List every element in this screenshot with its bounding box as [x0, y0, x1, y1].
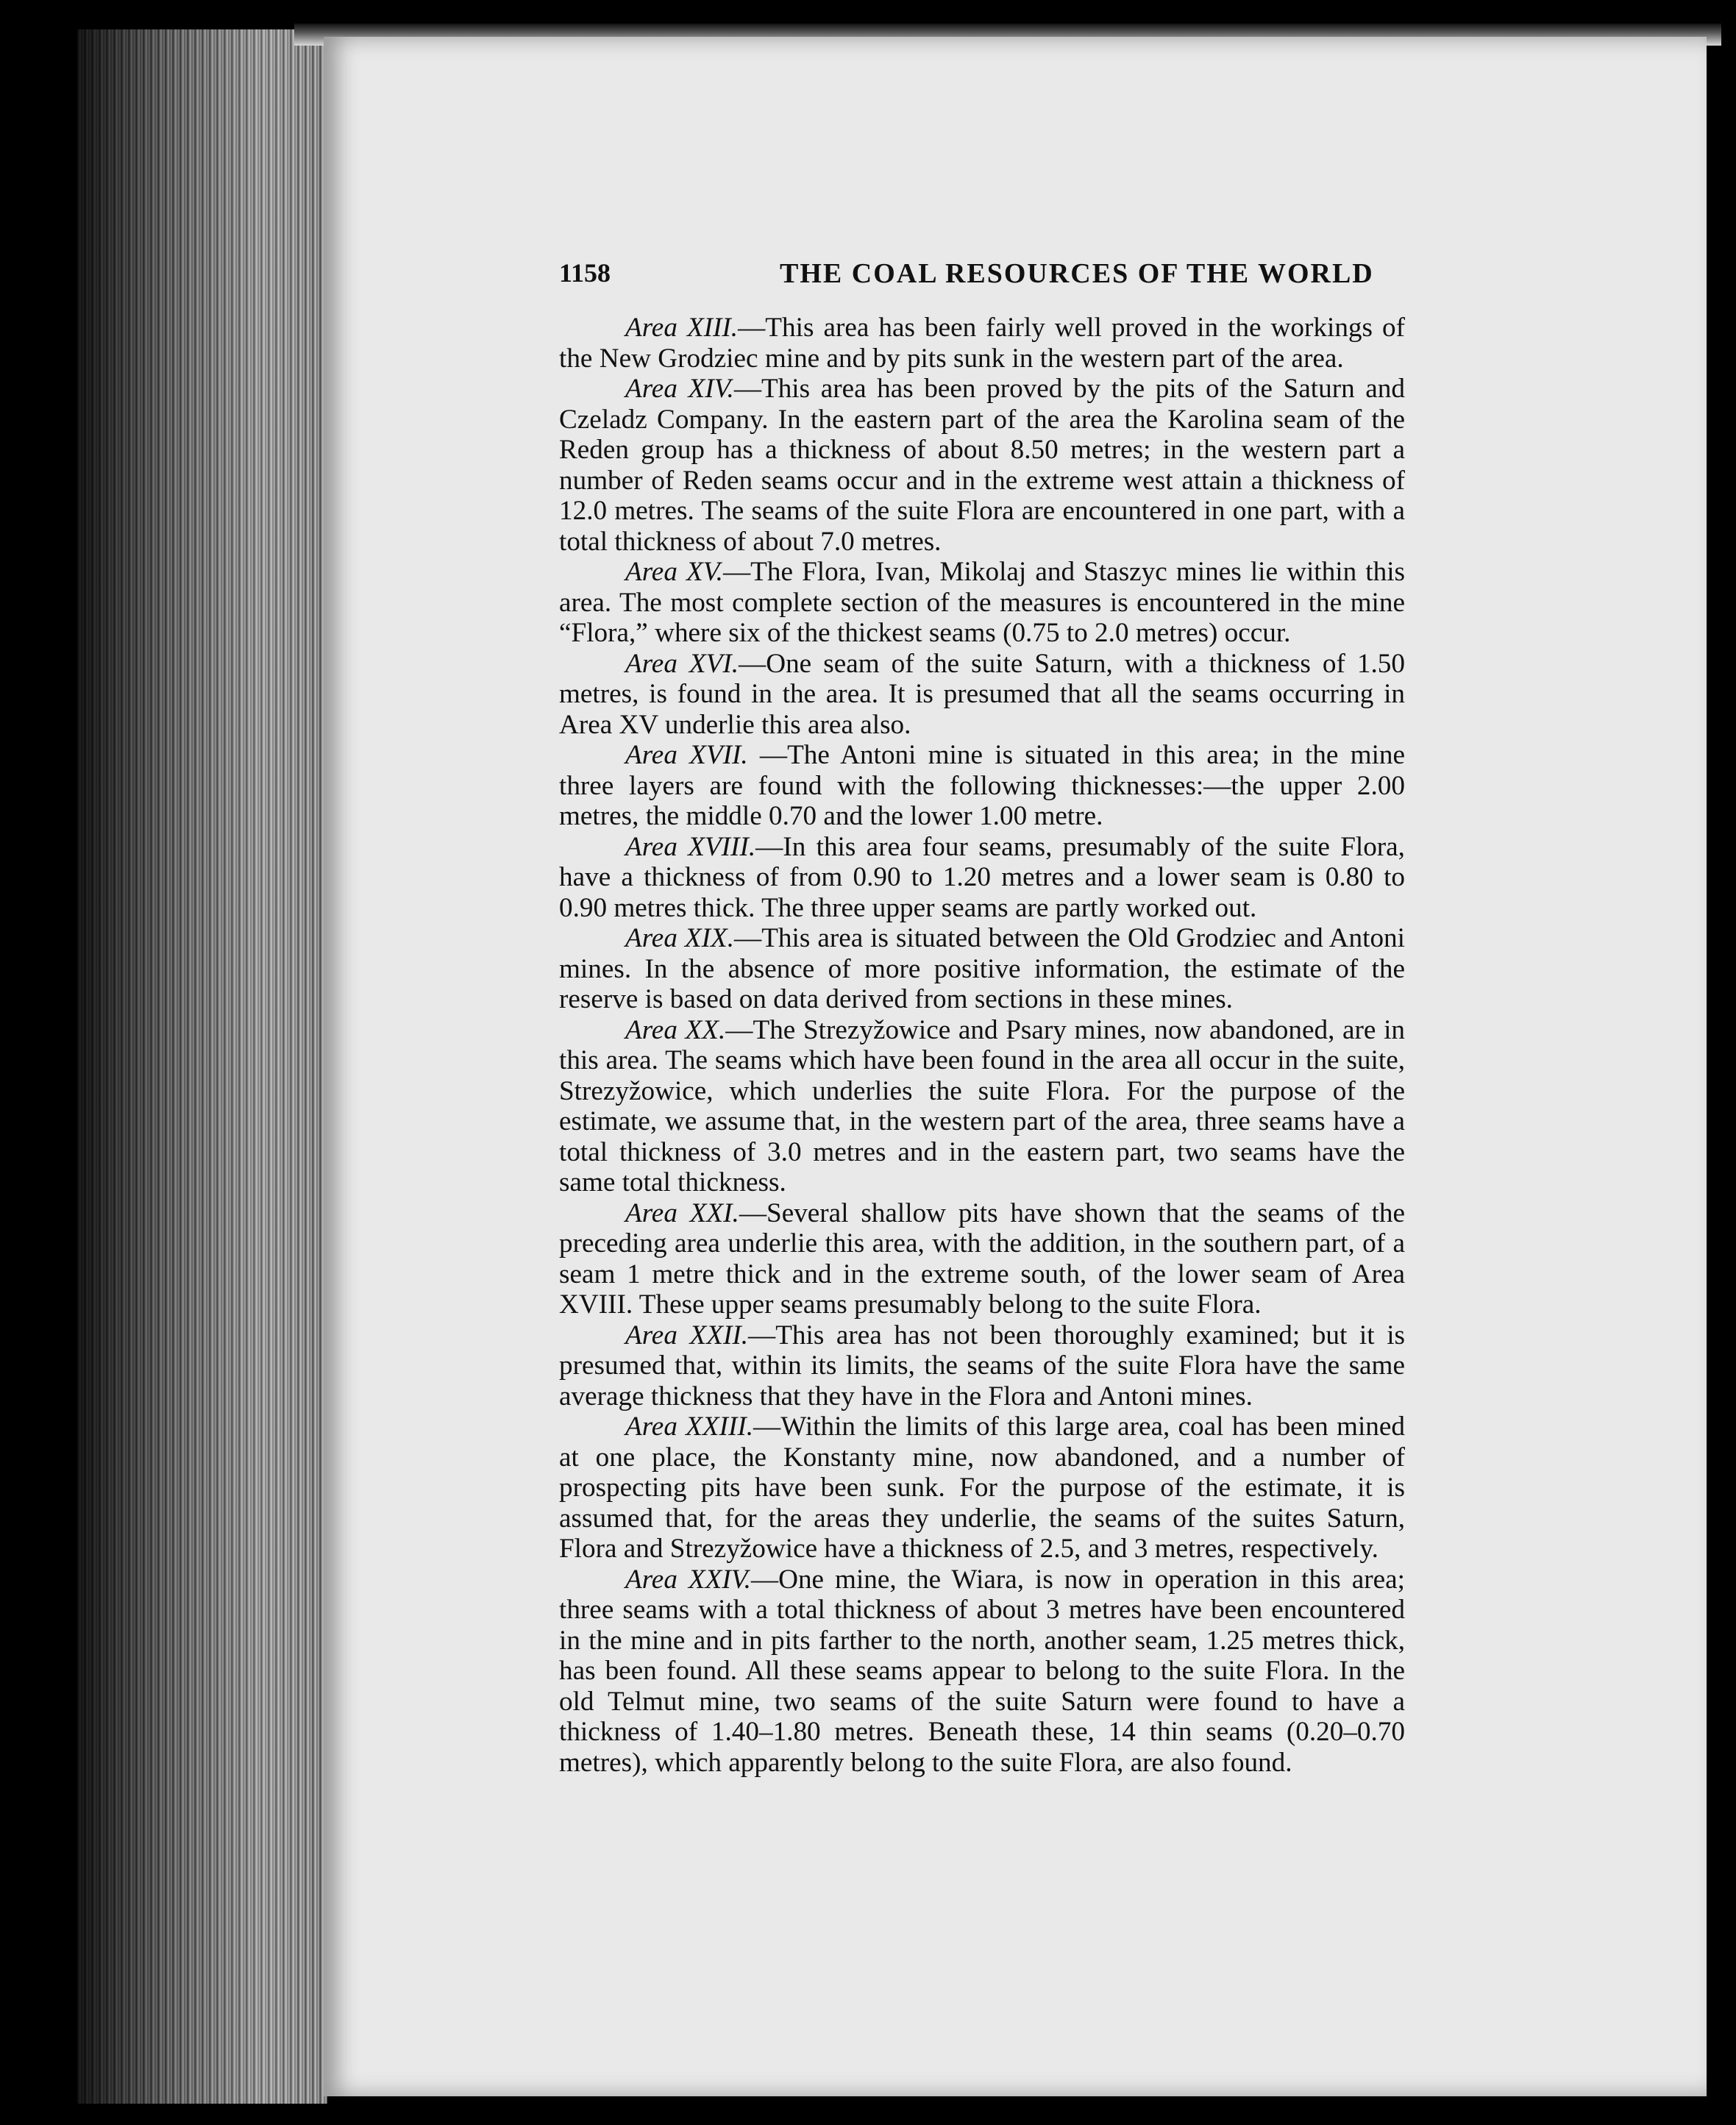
paragraph-area-xvii — [559, 740, 1405, 832]
book-page-edges — [77, 29, 327, 2104]
paragraph-area-xiv — [559, 374, 1405, 557]
area-label: Area XXII. — [625, 1320, 749, 1350]
paragraph-area-xviii — [559, 832, 1405, 924]
paragraph-text: —The Antoni mine is situated in this area; in the mine three layers are found with the following thicknesses:—the upper 2.00 metres, the middle 0.70 and the lower 1.00 metre. — [559, 740, 1405, 831]
paragraph-text: —The Strezyžowice and Psary mines, now abandoned, are in this area. The seams which have been found in the area all occur in the suite, Strezyžowice, which underlies the suite Flora. For the purpose of the estimate, we assume that, in the western part of the area, three seams have a total thickness of 3.0 metres and in the eastern part, two seams have the same total thickness. — [559, 1014, 1406, 1197]
page-number: 1158 — [559, 258, 611, 288]
area-label: Area XIX. — [625, 923, 735, 953]
paragraph-text: —One seam of the suite Saturn, with a thickness of 1.50 metres, is found in the area. It is presumed that all the seams occurring in Area XV underlie this area also. — [559, 648, 1405, 740]
area-label: Area XXI. — [625, 1197, 739, 1228]
area-label: Area XXIII. — [625, 1412, 754, 1442]
paragraph-text: —This area has not been thoroughly examined; but it is presumed that, within its limits, the seams of the suite Flora have the same average thickness that they have in the Flora and Antoni mines. — [559, 1320, 1405, 1412]
paragraph-text: —This area has been fairly well proved in the workings of the New Grodziec mine and by pits sunk in the western part of the area. — [559, 313, 1405, 374]
area-label: Area XXIV. — [625, 1564, 751, 1595]
paragraph-area-xix — [559, 923, 1405, 1015]
paragraph-area-xx — [559, 1015, 1405, 1198]
page-header — [559, 257, 1412, 302]
area-label: Area XVII. — [625, 740, 748, 770]
paragraph-text: —Several shallow pits have shown that the seams of the preceding area underlie this area, with the addition, in the southern part, of a seam 1 metre thick and in the extreme south, of the lower seam of Area XVIII. These upper seams presumably belong to the suite Flora. — [559, 1197, 1405, 1320]
area-label: Area XVI. — [625, 648, 739, 679]
area-label: Area XX. — [625, 1014, 726, 1045]
area-label: Area XVIII. — [625, 831, 756, 862]
area-label: Area XIII. — [625, 313, 739, 343]
paragraph-text: —This area has been proved by the pits of the Saturn and Czeladz Company. In the eastern part of the area the Karolina seam of the Reden group has a thickness of about 8.50 metres; in the western part a number of Reden seams occur and in the extreme west attain a thickness of 12.0 metres. The seams of the suite Flora are encountered in one part, with a total thickness of about 7.0 metres. — [559, 374, 1405, 557]
page-body — [559, 313, 1405, 1778]
book-page — [324, 37, 1707, 2096]
paragraph-text: —Within the limits of this large area, coal has been mined at one place, the Konstanty mine, now abandoned, and a number of prospecting pits have been sunk. For the purpose of the estimate, it is assumed that, for the areas they underlie, the seams of the suites Saturn, Flora and Strezyžowice have a thickness of 2.5, and 3 metres, respectively. — [559, 1412, 1405, 1564]
paragraph-area-xxiv — [559, 1565, 1405, 1779]
paragraph-area-xxii — [559, 1320, 1405, 1412]
paragraph-area-xiii — [559, 313, 1405, 374]
paragraph-area-xxi — [559, 1198, 1405, 1320]
area-label: Area XV. — [625, 557, 723, 587]
area-label: Area XIV. — [625, 374, 734, 404]
paragraph-area-xv — [559, 557, 1405, 649]
paragraph-area-xvi — [559, 649, 1405, 741]
paragraph-text: —The Flora, Ivan, Mikolaj and Staszyc mines lie within this area. The most complete section of the measures is encountered in the mine “Flora,” where six of the thickest seams (0.75 to 2.0 metres) occur. — [559, 557, 1406, 648]
paragraph-text: —This area is situated between the Old Grodziec and Antoni mines. In the absence of more positive information, the estimate of the reserve is based on data derived from sections in these mines. — [559, 923, 1405, 1014]
running-head: THE COAL RESOURCES OF THE WORLD — [780, 258, 1374, 289]
paragraph-text: —One mine, the Wiara, is now in operation in this area; three seams with a total thickness of about 3 metres have been encountered in the mine and in pits farther to the north, another seam, 1.25 metres thick, has been found. All these seams appear to belong to the suite Flora. In the old Telmut mine, two seams of the suite Saturn were found to have a thickness of 1.40–1.80 metres. Beneath these, 14 thin seams (0.20–0.70 metres), which apparently belong to the suite Flora, are also found. — [559, 1564, 1405, 1778]
paragraph-text: —In this area four seams, presumably of the suite Flora, have a thickness of from 0.90 to 1.20 metres and a lower seam is 0.80 to 0.90 metres thick. The three upper seams are partly worked out. — [559, 831, 1405, 923]
paragraph-area-xxiii — [559, 1412, 1405, 1565]
